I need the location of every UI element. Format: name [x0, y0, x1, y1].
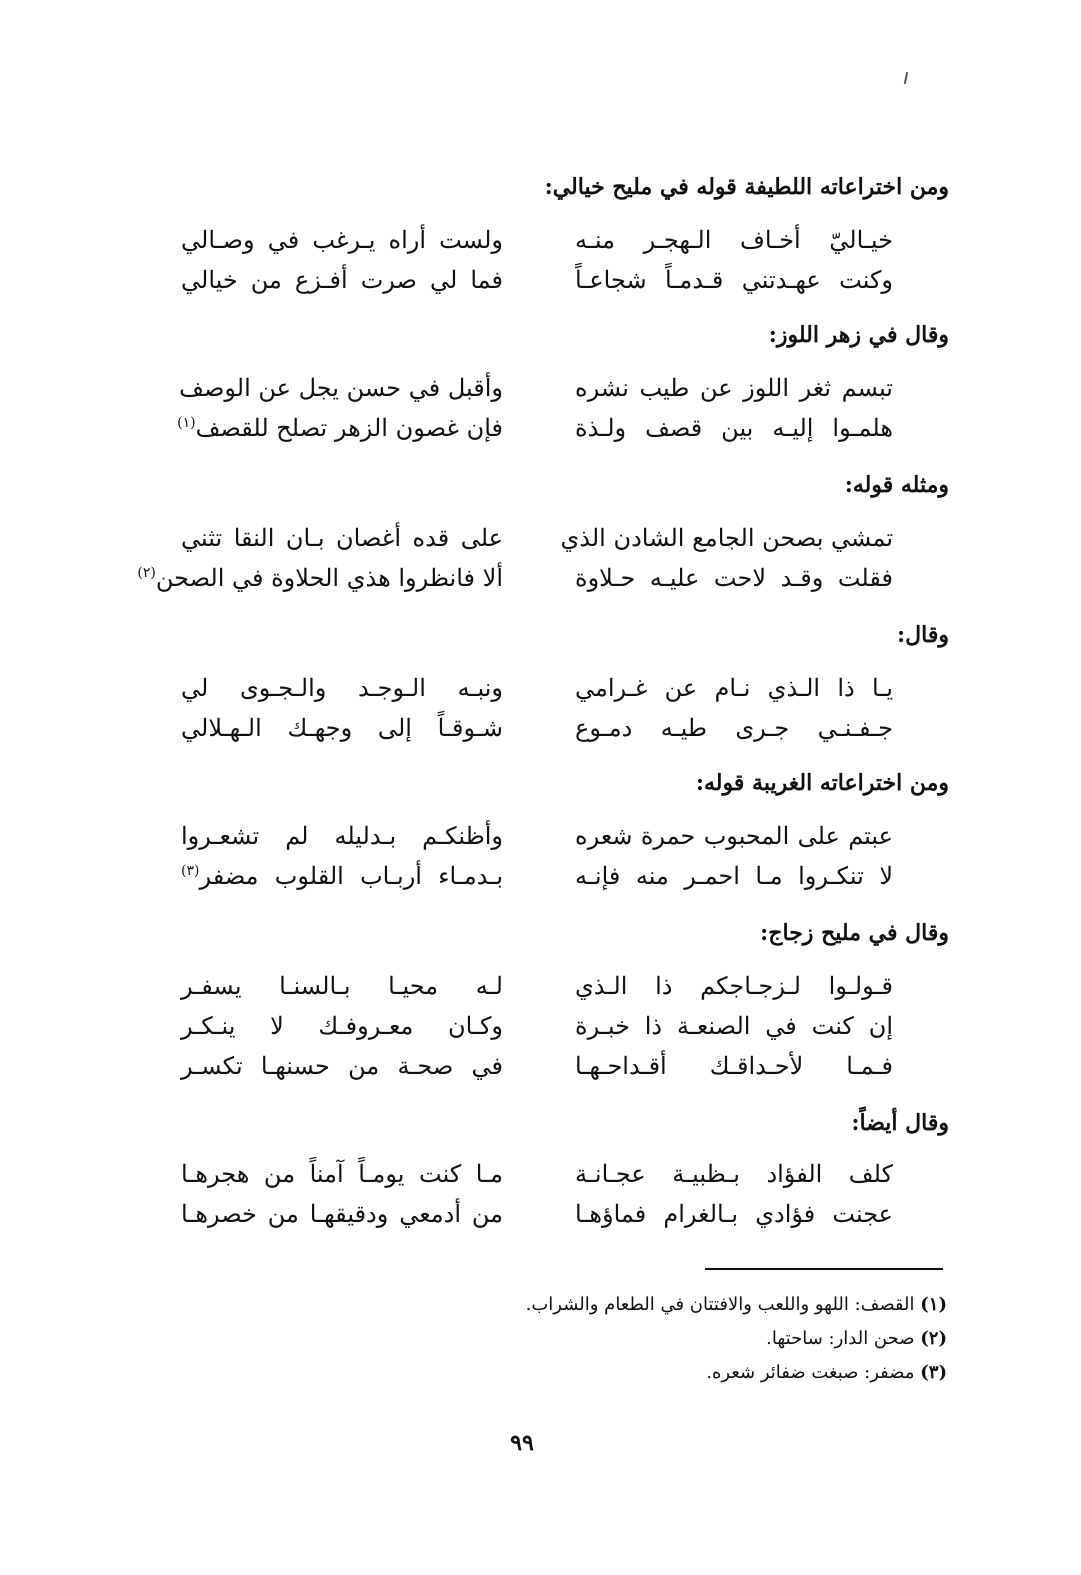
verse-second-hemistich: شـوقـاً إلى وجهـك الـهـلالي: [181, 714, 503, 742]
verse-second-hemistich: مـا كنت يومـاً آمناً من هجرهـا: [181, 1160, 503, 1188]
footnote: [127, 1360, 947, 1386]
verse-second-hemistich: فما لي صرت أفـزع من خيالي: [181, 266, 503, 294]
verse-second-hemistich: لـه محيـا بـالسنـا يسفـر: [181, 972, 503, 1000]
footnote-text: القصف: اللهو واللعب والافتتان في الطعام والشراب.: [525, 1294, 915, 1315]
verse-second-hemistich: [137, 562, 503, 594]
verse-text: فإن غصون الزهر تصلح للقصف: [195, 414, 503, 442]
footnote-text: مضفر: صبغت ضفائر شعره.: [706, 1362, 915, 1383]
verse-second-hemistich: على قده أغصان بـان النقا تثني: [181, 524, 503, 552]
footnote-text: صحن الدار: ساحتها.: [766, 1328, 915, 1349]
footnote-divider: [705, 1268, 943, 1270]
verse-second-hemistich: ولست أراه يـرغب في وصـالي: [181, 226, 503, 254]
verse-second-hemistich: من أدمعي ودقيقهـا من خصرهـا: [181, 1200, 503, 1228]
verse-first-hemistich: عجنت فؤادي بـالغرام فماؤهـا: [575, 1200, 893, 1228]
verse-first-hemistich: عبتم على المحبوب حمرة شعره: [575, 822, 893, 850]
section-intro: ومثله قوله:: [844, 472, 949, 498]
footnote-number: (٣): [920, 1362, 947, 1383]
footnote-marker: (٣): [181, 863, 200, 879]
verse-first-hemistich: فقلت وقـد لاحت عليـه حـلاوة: [575, 564, 893, 592]
section-intro: وقال في مليح زجاج:: [760, 920, 949, 946]
section-intro: ومن اختراعاته الغريبة قوله:: [695, 770, 949, 796]
footnote: [127, 1292, 947, 1318]
verse-first-hemistich: إن كنت في الصنعـة ذا خبـرة: [575, 1012, 893, 1040]
verse-first-hemistich: يـا ذا الـذي نـام عن غـرامي: [575, 674, 893, 702]
verse-second-hemistich: وكـان معـروفـك لا ينـكـر: [181, 1012, 503, 1040]
verse-first-hemistich: تبسم ثغر اللوز عن طيب نشره: [575, 374, 893, 402]
verse-first-hemistich: لا تنكـروا مـا احمـر منه فإنـه: [575, 862, 893, 890]
verse-second-hemistich: [177, 412, 503, 444]
verse-first-hemistich: وكنت عهـدتني قـدمـاً شجاعـاً: [575, 266, 893, 294]
section-intro: وقال في زهر اللوز:: [768, 322, 949, 348]
verse-second-hemistich: [181, 860, 503, 892]
verse-text: ألا فانظروا هذي الحلاوة في الصحن: [155, 564, 503, 592]
verse-first-hemistich: هلمـوا إليـه بين قصف ولـذة: [575, 414, 893, 442]
verse-second-hemistich: في صحـة من حسنهـا تكسـر: [181, 1052, 503, 1080]
verse-first-hemistich: قـولـوا لـزجـاجكم ذا الـذي: [575, 972, 893, 1000]
verse-second-hemistich: ونبـه الـوجـد والـجـوى لي: [181, 674, 503, 702]
footnote-marker: (٢): [137, 565, 156, 581]
verse-first-hemistich: فـمـا لأحـداقـك أقـداحـهـا: [575, 1052, 893, 1080]
verse-first-hemistich: جـفـنـي جـرى طيـه دمـوع: [575, 714, 893, 742]
section-intro: وقال أيضاً:: [851, 1110, 949, 1136]
scan-speck: [904, 72, 908, 84]
verse-first-hemistich: تمشي بصحن الجامع الشادن الذي: [560, 524, 893, 552]
page-number: ٩٩: [510, 1430, 534, 1456]
verse-first-hemistich: خيـاليّ أخـاف الـهجـر منـه: [575, 226, 893, 254]
section-intro: وقال:: [897, 622, 949, 648]
section-intro: ومن اختراعاته اللطيفة قوله في مليح خيالي:: [544, 174, 949, 200]
verse-second-hemistich: وأقبل في حسن يجل عن الوصف: [179, 374, 503, 402]
verse-text: بـدمـاء أربـاب القلوب مضفر: [199, 862, 503, 890]
verse-first-hemistich: كلف الفؤاد بـظبيـة عجـانـة: [575, 1160, 893, 1188]
footnote-number: (١): [920, 1294, 947, 1315]
footnote-number: (٢): [920, 1328, 947, 1349]
footnote: [127, 1326, 947, 1352]
footnote-marker: (١): [177, 415, 196, 431]
verse-second-hemistich: وأظنكـم بـدليله لم تشعـروا: [181, 822, 503, 850]
